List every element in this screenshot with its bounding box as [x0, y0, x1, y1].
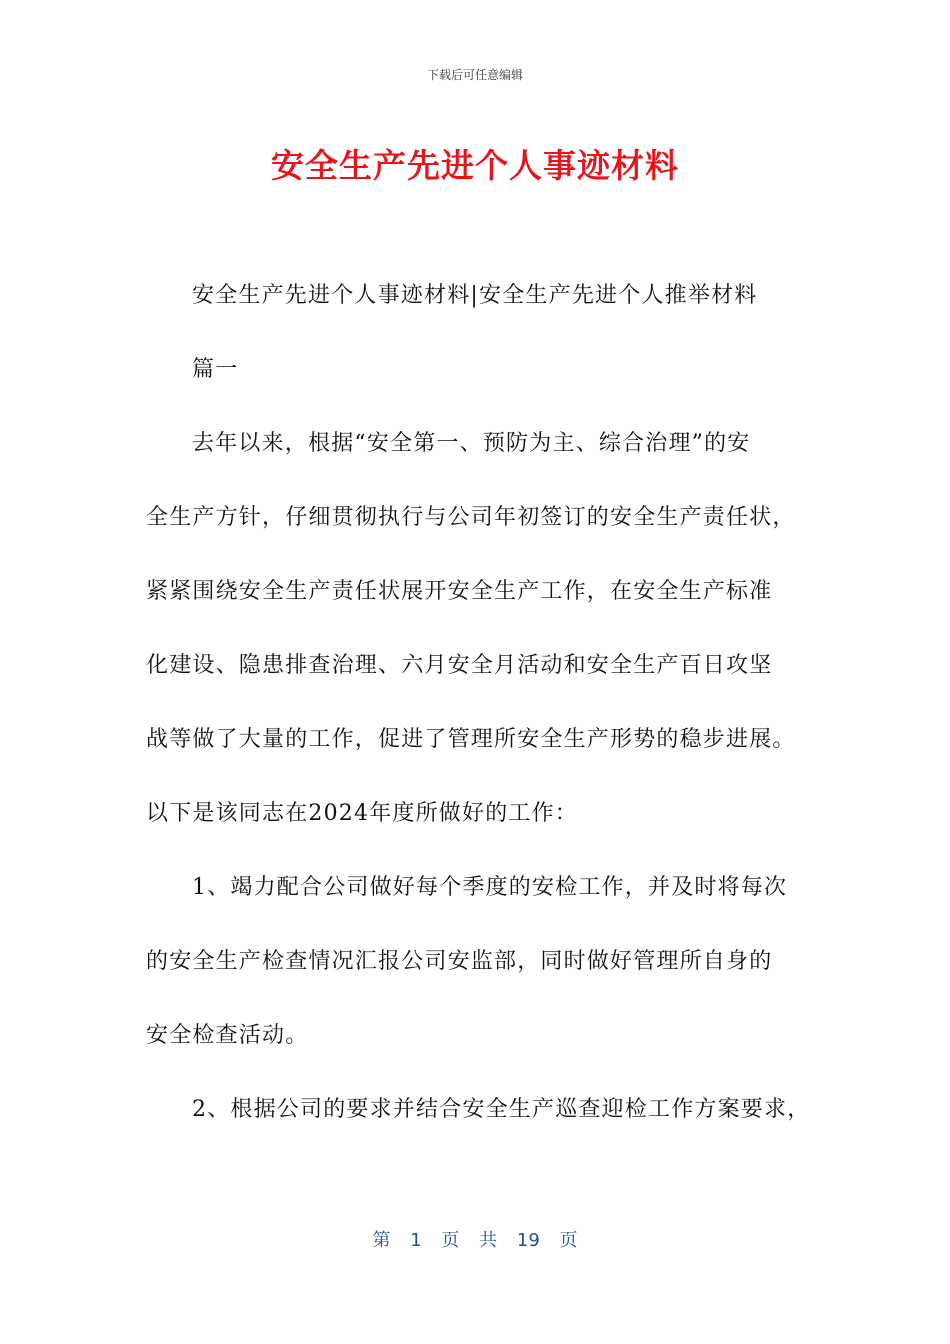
footer-suffix: 页 [559, 1230, 578, 1251]
paragraph-line: 安全检查活动。 [146, 1023, 309, 1048]
current-page-number: 1 [410, 1230, 422, 1251]
paragraph-line: 战等做了大量的工作，促进了管理所安全生产形势的稳步进展。 [146, 727, 796, 752]
total-pages-number: 19 [516, 1230, 540, 1251]
paragraph-line: 的安全生产检查情况汇报公司安监部，同时做好管理所自身的 [146, 949, 773, 974]
paragraph-line: 去年以来，根据“安全第一、预防为主、综合治理”的安 [192, 431, 751, 456]
paragraph-line: 2、根据公司的要求并结合安全生产巡查迎检工作方案要求， [192, 1097, 811, 1122]
paragraph-line: 紧紧围绕安全生产责任状展开安全生产工作，在安全生产标准 [146, 579, 773, 604]
document-body [146, 276, 818, 1164]
document-title: 安全生产先进个人事迹材料 [271, 146, 679, 185]
paragraph-line: 1、竭力配合公司做好每个季度的安检工作，并及时将每次 [192, 875, 788, 900]
paragraph-line: 化建设、隐患排查治理、六月安全月活动和安全生产百日攻坚 [146, 653, 773, 678]
footer-mid: 页 共 [441, 1230, 498, 1251]
page-footer [0, 1226, 950, 1252]
footer-prefix: 第 [372, 1230, 391, 1251]
paragraph-line: 全生产方针，仔细贯彻执行与公司年初签订的安全生产责任状， [146, 505, 796, 530]
section-heading: 篇一 [192, 357, 239, 382]
paragraph-line: 以下是该同志在2024年度所做好的工作： [146, 801, 578, 826]
subtitle-line: 安全生产先进个人事迹材料|安全生产先进个人推举材料 [192, 283, 758, 308]
header-note: 下载后可任意编辑 [426, 68, 523, 82]
